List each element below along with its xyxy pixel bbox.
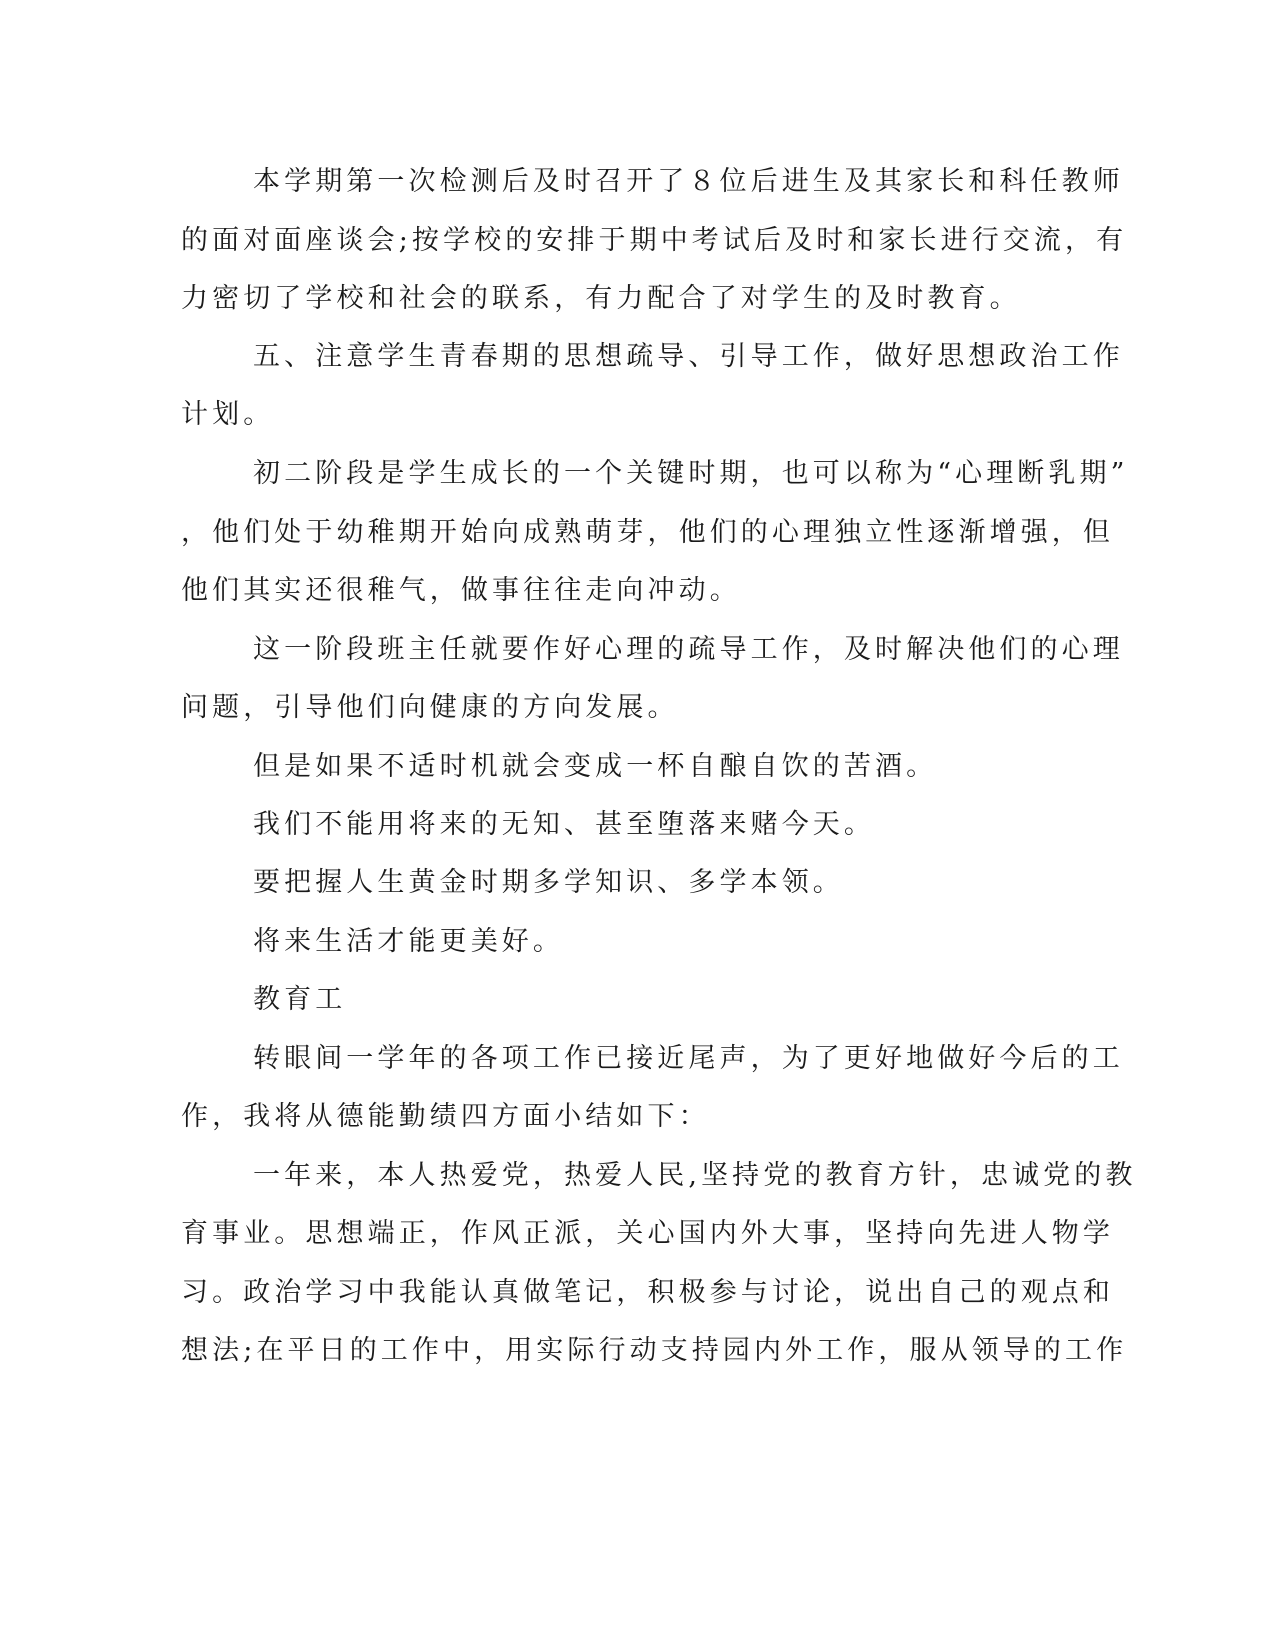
text-line: 本学期第一次检测后及时召开了８位后进生及其家长和科任教师 <box>253 166 1124 197</box>
text-line: 但是如果不适时机就会变成一杯自酿自饮的苦酒。 <box>253 751 938 782</box>
text-line: 问题，引导他们向健康的方向发展。 <box>181 692 679 723</box>
text-line: 要把握人生黄金时期多学知识、多学本领。 <box>253 867 844 898</box>
text-line: 他们其实还很稚气，做事往往走向冲动。 <box>181 575 741 606</box>
text-line: 这一阶段班主任就要作好心理的疏导工作，及时解决他们的心理 <box>253 634 1124 665</box>
text-line: 转眼间一学年的各项工作已接近尾声，为了更好地做好今后的工 <box>253 1043 1124 1074</box>
text-line: 我们不能用将来的无知、甚至堕落来赌今天。 <box>253 809 875 840</box>
text-line: 初二阶段是学生成长的一个关键时期，也可以称为“心理断乳期” <box>253 458 1129 489</box>
text-line: 计划。 <box>181 399 275 430</box>
text-line: 作，我将从德能勤绩四方面小结如下： <box>181 1101 710 1132</box>
text-line: 的面对面座谈会;按学校的安排于期中考试后及时和家长进行交流，有 <box>181 225 1128 256</box>
text-line: 育事业。思想端正，作风正派，关心国内外大事，坚持向先进人物学 <box>181 1218 1114 1249</box>
text-line: 将来生活才能更美好。 <box>253 926 564 957</box>
text-line: 习。政治学习中我能认真做笔记，积极参与讨论，说出自己的观点和 <box>181 1277 1114 1308</box>
text-line: ，他们处于幼稚期开始向成熟萌芽，他们的心理独立性逐渐增强，但 <box>181 517 1114 548</box>
section-heading: 五、注意学生青春期的思想疏导、引导工作，做好思想政治工作 <box>253 341 1124 372</box>
text-line: 力密切了学校和社会的联系，有力配合了对学生的及时教育。 <box>181 283 1021 314</box>
text-line: 想法;在平日的工作中，用实际行动支持园内外工作，服从领导的工作 <box>181 1335 1128 1366</box>
text-line: 一年来，本人热爱党，热爱人民,坚持党的教育方针，忠诚党的教 <box>253 1160 1137 1191</box>
section-heading: 教育工 <box>253 984 347 1015</box>
